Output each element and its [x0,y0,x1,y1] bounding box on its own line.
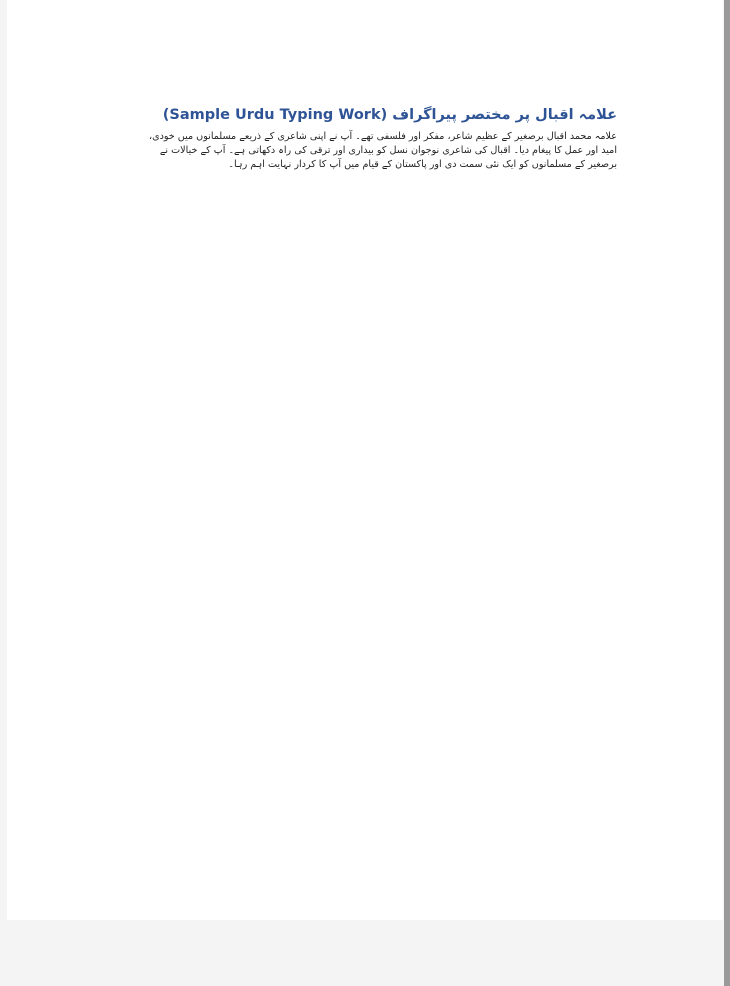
window-edge-bar [724,0,730,986]
document-content [113,104,617,172]
paragraph-line-3: برصغیر کے مسلمانوں کو ایک نئی سمت دی اور پاکستان کے قیام میں آپ کا کردار نہایت اہم رہا۔ [228,159,617,170]
paragraph-line-1: علامہ محمد اقبال برصغیر کے عظیم شاعر، مفکر اور فلسفی تھے۔ آپ نے اپنی شاعری کے ذریعے مسلمانوں میں خودی، [148,131,617,142]
document-page [7,0,723,920]
urdu-paragraph [113,130,617,172]
paragraph-line-2: امید اور عمل کا پیغام دیا۔ اقبال کی شاعری نوجوان نسل کو بیداری اور ترقی کی راہ دکھاتی ہے۔ آپ کے خیالات نے [159,145,617,156]
document-title: علامہ اقبال پر مختصر پیراگراف (Sample Urdu Typing Work) [162,107,617,123]
